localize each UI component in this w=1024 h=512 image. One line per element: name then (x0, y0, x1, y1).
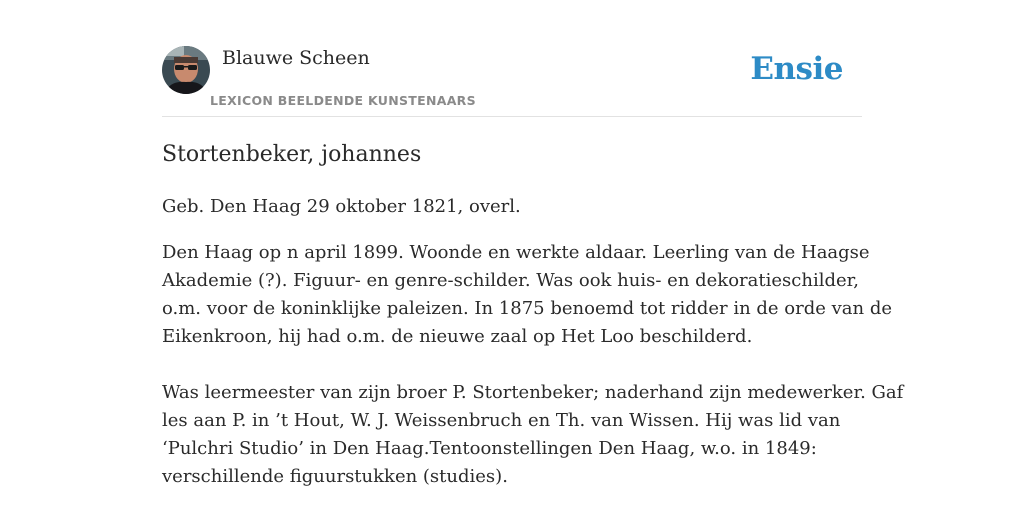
article-body (162, 193, 904, 491)
article-header (162, 46, 862, 117)
page-title: Stortenbeker, johannes (162, 142, 422, 167)
text-line: o.m. voor de koninklijke paleizen. In 1875 benoemd tot ridder in de orde van de (162, 298, 893, 319)
paragraph-biography (162, 239, 893, 351)
text-line: verschillende figuurstukken (studies). (162, 466, 508, 487)
category-label[interactable]: LEXICON BEELDENDE KUNSTENAARS (210, 93, 476, 108)
brand-logo[interactable]: Ensie (750, 51, 843, 87)
paragraph-birth: Geb. Den Haag 29 oktober 1821, overl. (162, 196, 521, 217)
text-line: Akademie (?). Figuur- en genre-schilder. Was ook huis- en dekoratieschilder, (162, 270, 859, 291)
text-line: Eikenkroon, hij had o.m. de nieuwe zaal op Het Loo beschilderd. (162, 326, 753, 347)
text-line: Den Haag op n april 1899. Woonde en werkte aldaar. Leerling van de Haagse (162, 242, 870, 263)
paragraph-teaching (162, 379, 904, 491)
avatar[interactable] (162, 46, 210, 94)
text-line: Was leermeester van zijn broer P. Stortenbeker; naderhand zijn medewerker. Gaf (162, 382, 904, 403)
text-line: ‘Pulchri Studio’ in Den Haag.Tentoonstellingen Den Haag, w.o. in 1849: (162, 438, 817, 459)
avatar-portrait-icon (162, 46, 210, 94)
text-line: les aan P. in ’t Hout, W. J. Weissenbruch en Th. van Wissen. Hij was lid van (162, 410, 841, 431)
author-name[interactable]: Blauwe Scheen (222, 47, 370, 69)
